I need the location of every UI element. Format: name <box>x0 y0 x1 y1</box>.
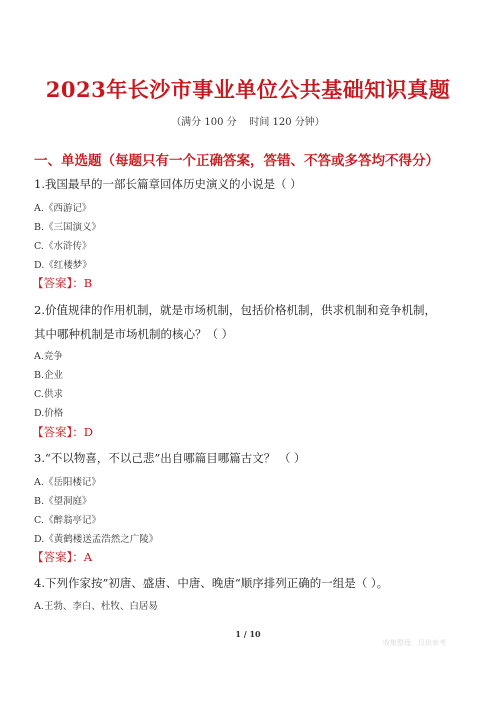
section-heading: 一、单选题（每题只有一个正确答案，答错、不答或多答均不得分） <box>34 153 439 169</box>
question-4-option-a: A.王勃、李白、杜牧、白居易 <box>34 601 158 612</box>
question-1-option-c: C.《水浒传》 <box>34 241 92 252</box>
question-1-stem: 1.我国最早的一部长篇章回体历史演义的小说是（ ） <box>34 177 302 191</box>
question-3-stem: 3.“不以物喜，不以己悲”出自哪篇目哪篇古文？ （ ） <box>34 451 306 465</box>
page-title: 2023年长沙市事业单位公共基础知识真题 <box>45 77 451 102</box>
question-3-answer: 【答案】：A <box>32 550 93 564</box>
watermark-text: 收集整理，仅供参考 <box>383 639 446 647</box>
question-3-option-a: A.《岳阳楼记》 <box>34 477 101 488</box>
exam-info: （满分 100 分 时间 120 分钟） <box>171 117 325 128</box>
question-3-option-d: D.《黄鹤楼送孟浩然之广陵》 <box>34 534 159 545</box>
question-1-answer: 【答案】：B <box>32 276 93 290</box>
question-2-stem-line-2: 其中哪种机制是市场机制的核心？（ ） <box>34 327 234 341</box>
question-2-stem-line-1: 2.价值规律的作用机制，就是市场机制，包括价格机制，供求机制和竞争机制， <box>34 303 436 317</box>
question-4-stem: 4.下列作家按”初唐、盛唐、中唐、晚唐“顺序排列正确的一组是（ ）。 <box>34 576 389 590</box>
question-2-answer: 【答案】：D <box>32 425 93 439</box>
question-2-option-b: B.企业 <box>34 370 64 381</box>
question-2-option-c: C.供求 <box>34 389 63 400</box>
question-1-option-a: A.《西游记》 <box>34 203 92 214</box>
question-3-option-c: C.《醉翁亭记》 <box>34 515 101 526</box>
question-2-option-a: A.竞争 <box>34 351 63 362</box>
question-2-option-d: D.价格 <box>34 408 64 419</box>
question-1-option-b: B.《三国演义》 <box>34 222 102 233</box>
page-number: 1 / 10 <box>235 629 261 639</box>
question-1-option-d: D.《红楼梦》 <box>34 260 92 271</box>
question-3-option-b: B.《望洞庭》 <box>34 496 92 507</box>
